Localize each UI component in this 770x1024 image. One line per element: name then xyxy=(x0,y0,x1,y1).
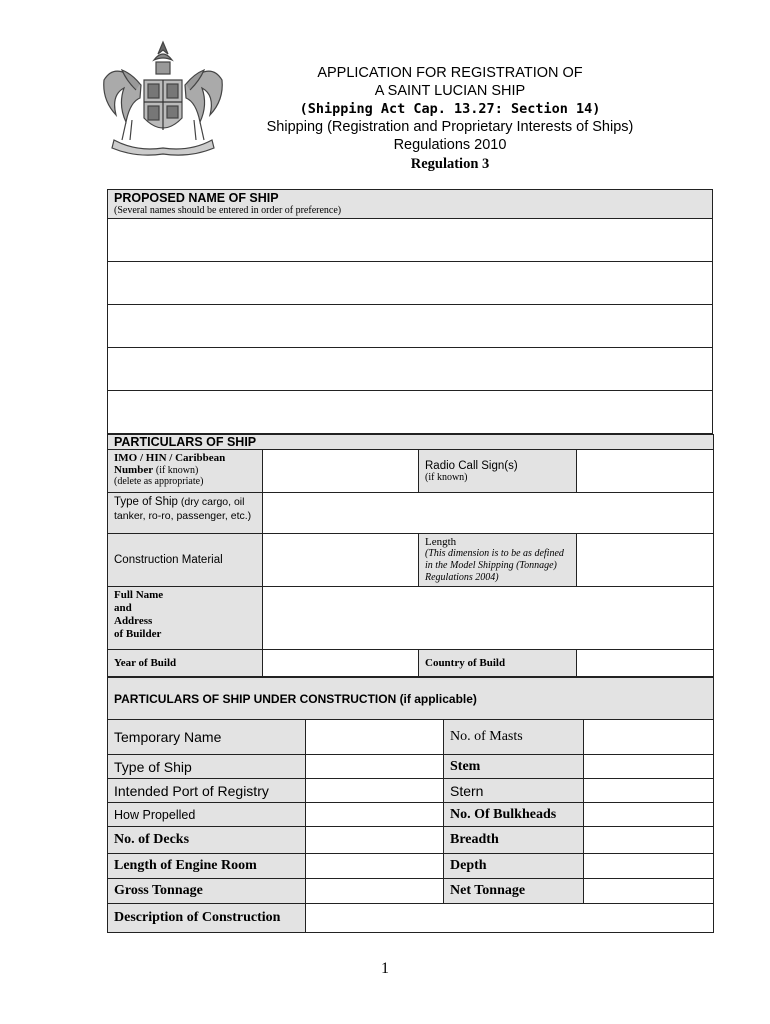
title-line-1: APPLICATION FOR REGISTRATION OF xyxy=(317,65,583,81)
bulkheads-label-cell xyxy=(444,803,584,827)
builder-input[interactable] xyxy=(263,587,714,650)
imo-note: (delete as appropriate) xyxy=(114,476,204,487)
depth-label: Depth xyxy=(450,858,487,873)
net-tonnage-label-cell xyxy=(444,879,584,904)
breadth-label-cell xyxy=(444,827,584,854)
proposed-name-input-5[interactable] xyxy=(108,391,713,434)
proposed-name-input-4[interactable] xyxy=(108,348,713,391)
description-input[interactable] xyxy=(306,904,714,933)
engine-room-label: Length of Engine Room xyxy=(114,858,257,873)
temporary-name-input[interactable] xyxy=(306,720,444,755)
engine-room-label-cell xyxy=(108,854,306,879)
stern-label-cell xyxy=(444,779,584,803)
builder-label-3: Address xyxy=(114,615,153,627)
year-label: Year of Build xyxy=(114,657,177,669)
proposed-name-table xyxy=(107,189,713,434)
particulars-title: PARTICULARS OF SHIP xyxy=(114,435,257,449)
year-label-cell xyxy=(108,650,263,677)
type-note: (dry cargo, oil tanker, ro-ro, passenger, etc.) xyxy=(114,496,252,522)
stem-label: Stem xyxy=(450,758,481,774)
registration-form xyxy=(107,189,713,933)
regulations-year: Regulations 2010 xyxy=(393,137,507,153)
intended-port-input[interactable] xyxy=(306,779,444,803)
net-tonnage-input[interactable] xyxy=(584,879,714,904)
imo-label: IMO / HIN / Caribbean xyxy=(114,452,226,464)
depth-label-cell xyxy=(444,854,584,879)
radio-label-cell xyxy=(419,450,577,493)
imo-label-number: Number xyxy=(114,464,154,476)
bulkheads-input[interactable] xyxy=(584,803,714,827)
builder-label-cell xyxy=(108,587,263,650)
masts-label-cell xyxy=(444,720,584,755)
stem-label-cell xyxy=(444,755,584,779)
length-label-cell xyxy=(419,534,577,587)
temporary-name-label-cell xyxy=(108,720,306,755)
masts-input[interactable] xyxy=(584,720,714,755)
intended-port-label-cell xyxy=(108,779,306,803)
description-label-cell xyxy=(108,904,306,933)
breadth-input[interactable] xyxy=(584,827,714,854)
gross-tonnage-label: Gross Tonnage xyxy=(114,883,203,898)
bulkheads-label: No. Of Bulkheads xyxy=(450,806,557,822)
radio-note: (if known) xyxy=(425,471,468,483)
temporary-name-label: Temporary Name xyxy=(114,729,222,745)
particulars-table xyxy=(107,434,714,677)
type-input[interactable] xyxy=(263,493,714,534)
intended-port-label: Intended Port of Registry xyxy=(114,782,269,799)
imo-if-known: (if known) xyxy=(155,465,199,476)
country-label-cell xyxy=(419,650,577,677)
decks-label-cell xyxy=(108,827,306,854)
regulations-title: Shipping (Registration and Proprietary Interests of Ships) xyxy=(266,119,634,135)
imo-label-cell xyxy=(108,450,263,493)
title-line-2: A SAINT LUCIAN SHIP xyxy=(374,83,526,99)
proposed-name-input-3[interactable] xyxy=(108,305,713,348)
construction-input[interactable] xyxy=(263,534,419,587)
decks-label: No. of Decks xyxy=(114,832,190,847)
stern-label: Stern xyxy=(450,782,484,799)
proposed-name-subtitle: (Several names should be entered in order of preference) xyxy=(114,205,342,216)
radio-input[interactable] xyxy=(577,450,714,493)
under-construction-table xyxy=(107,677,714,933)
document-header xyxy=(240,64,660,174)
net-tonnage-label: Net Tonnage xyxy=(450,883,526,898)
builder-label-1: Full Name xyxy=(114,589,164,601)
gross-tonnage-input[interactable] xyxy=(306,879,444,904)
engine-room-input[interactable] xyxy=(306,854,444,879)
stern-input[interactable] xyxy=(584,779,714,803)
construction-label: Construction Material xyxy=(114,554,223,566)
radio-label: Radio Call Sign(s) xyxy=(425,459,518,472)
type-of-ship-input[interactable] xyxy=(306,755,444,779)
proposed-name-input-1[interactable] xyxy=(108,219,713,262)
country-label: Country of Build xyxy=(425,657,506,669)
type-of-ship-label: Type of Ship xyxy=(114,758,192,775)
coat-of-arms-icon xyxy=(96,40,230,158)
length-input[interactable] xyxy=(577,534,714,587)
decks-input[interactable] xyxy=(306,827,444,854)
length-note: (This dimension is to be as defined in the Model Shipping (Tonnage) Regulations 2004) xyxy=(425,548,564,583)
type-label-cell xyxy=(108,493,263,534)
under-construction-title: PARTICULARS OF SHIP UNDER CONSTRUCTION (if applicable) xyxy=(114,691,477,706)
builder-label-2: and xyxy=(114,602,132,614)
proposed-name-input-2[interactable] xyxy=(108,262,713,305)
how-propelled-label-cell xyxy=(108,803,306,827)
masts-label: No. of Masts xyxy=(450,729,523,744)
length-label: Length xyxy=(425,536,457,548)
gross-tonnage-label-cell xyxy=(108,879,306,904)
particulars-header xyxy=(108,435,714,450)
page-number: 1 xyxy=(381,960,389,977)
act-reference: (Shipping Act Cap. 13.27: Section 14) xyxy=(299,101,601,117)
under-construction-header xyxy=(108,678,714,720)
stem-input[interactable] xyxy=(584,755,714,779)
type-of-ship-label-cell xyxy=(108,755,306,779)
description-label: Description of Construction xyxy=(114,910,281,925)
how-propelled-input[interactable] xyxy=(306,803,444,827)
country-input[interactable] xyxy=(577,650,714,677)
builder-label-4: of Builder xyxy=(114,628,162,640)
type-label: Type of Ship xyxy=(114,496,178,508)
construction-label-cell xyxy=(108,534,263,587)
proposed-name-title: PROPOSED NAME OF SHIP xyxy=(114,191,279,205)
regulation-number: Regulation 3 xyxy=(410,156,490,172)
year-input[interactable] xyxy=(263,650,419,677)
proposed-name-header xyxy=(108,190,713,219)
depth-input[interactable] xyxy=(584,854,714,879)
how-propelled-label: How Propelled xyxy=(114,807,196,822)
breadth-label: Breadth xyxy=(450,832,499,847)
imo-input[interactable] xyxy=(263,450,419,493)
